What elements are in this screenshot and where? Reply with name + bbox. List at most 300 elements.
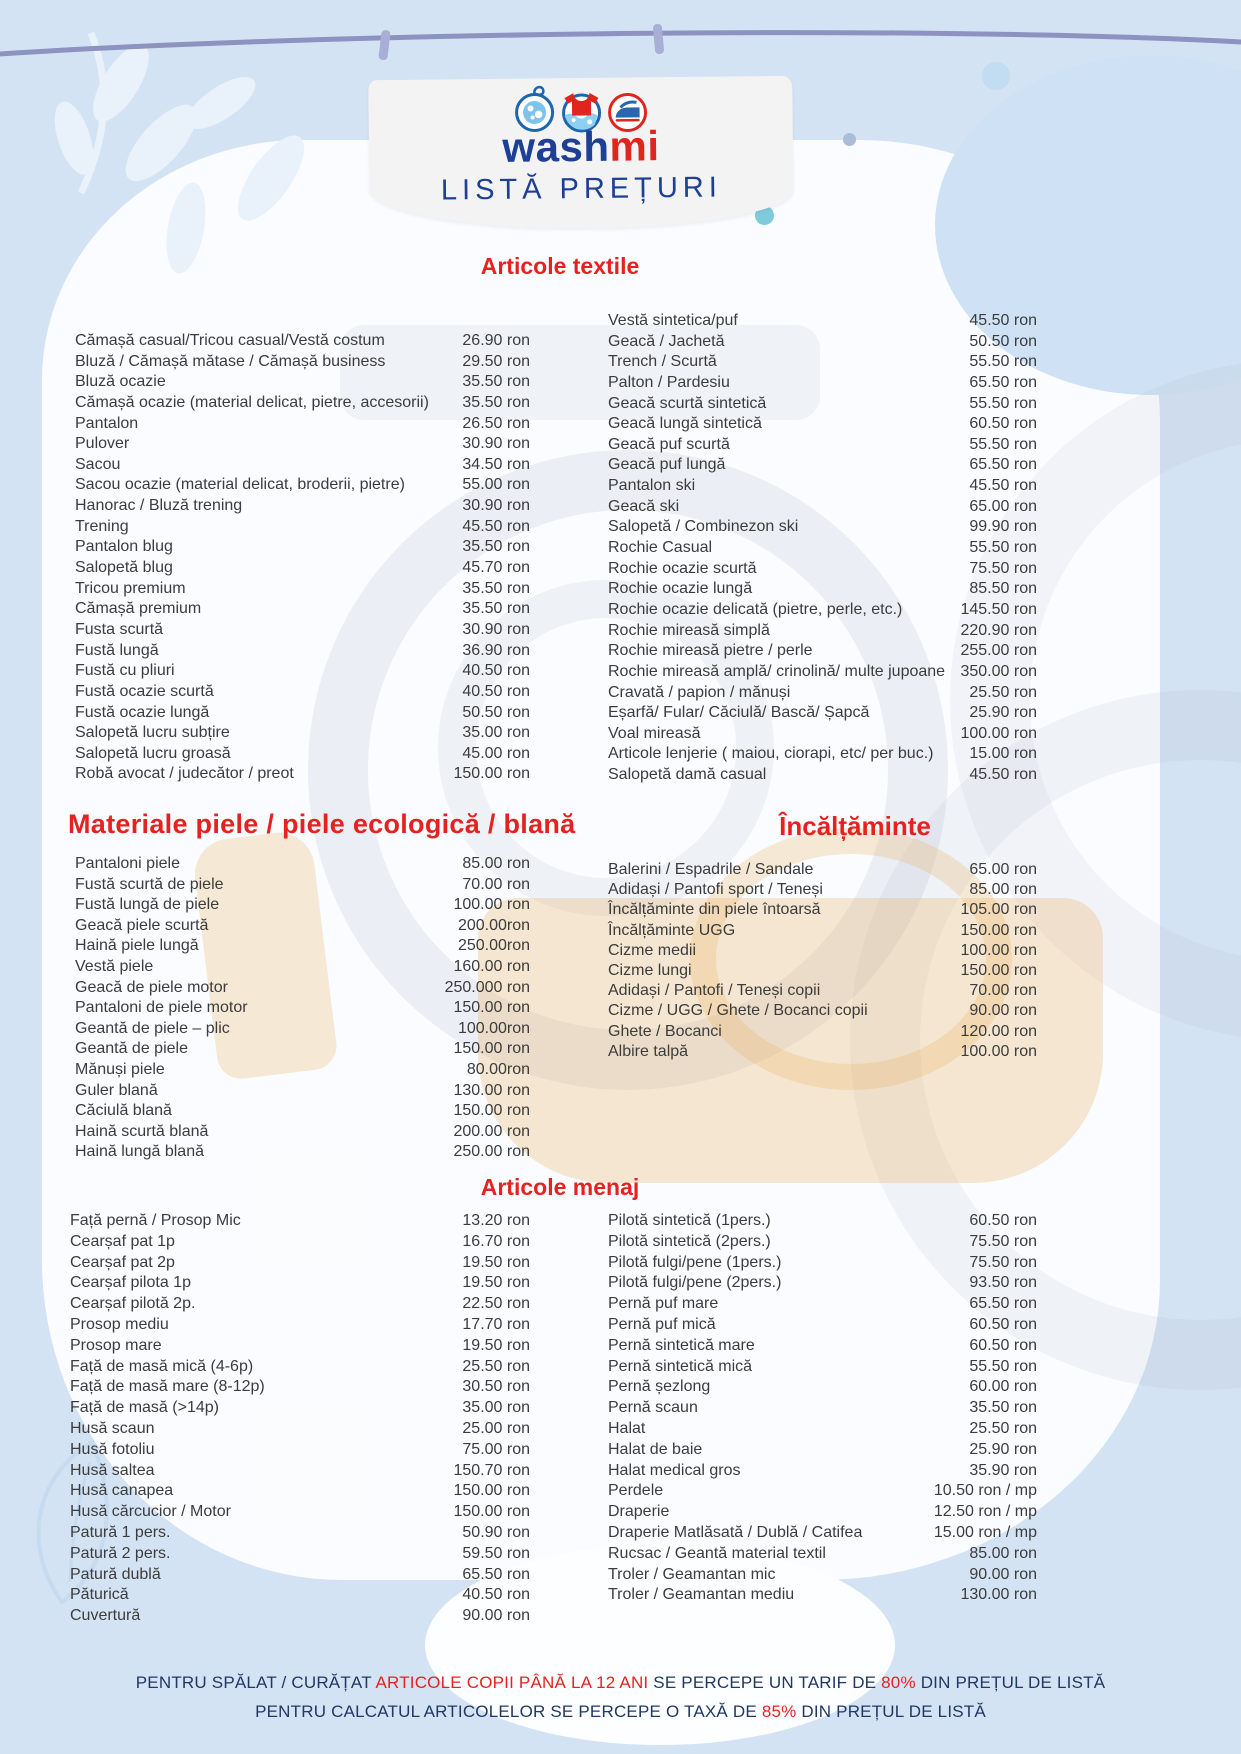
item-label: Față de masă (>14p) xyxy=(70,1399,219,1417)
item-price: 40.50 ron xyxy=(462,662,530,680)
item-price: 35.90 ron xyxy=(969,1461,1037,1479)
item-label: Haină lungă blană xyxy=(75,1143,204,1161)
price-row xyxy=(608,1315,1037,1336)
piele-list xyxy=(75,854,530,1163)
price-row xyxy=(70,1419,530,1440)
item-label: Fustă scurtă de piele xyxy=(75,875,224,893)
item-price: 45.00 ron xyxy=(462,744,530,762)
price-row xyxy=(608,476,1037,497)
item-price: 55.50 ron xyxy=(969,394,1037,412)
item-price: 100.00 ron xyxy=(960,724,1037,742)
item-price: 100.00 ron xyxy=(960,1042,1037,1060)
price-row xyxy=(70,1440,530,1461)
item-label: Cearșaf pat 1p xyxy=(70,1232,175,1250)
item-label: Pantalon blug xyxy=(75,538,173,556)
item-label: Pantalon ski xyxy=(608,477,696,495)
item-label: Prosop mediu xyxy=(70,1315,169,1333)
price-row xyxy=(70,1606,530,1627)
item-price: 350.00 ron xyxy=(960,662,1037,680)
price-row xyxy=(70,1357,530,1378)
item-price: 85.00 ron xyxy=(969,1544,1037,1562)
price-row xyxy=(75,352,530,373)
price-row xyxy=(608,1544,1037,1565)
item-label: Halat medical gros xyxy=(608,1461,741,1479)
item-label: Pilotă fulgi/pene (2pers.) xyxy=(608,1274,782,1292)
price-row xyxy=(75,854,530,875)
item-price: 19.50 ron xyxy=(462,1336,530,1354)
item-price: 105.00 ron xyxy=(960,901,1037,919)
item-label: Troler / Geamantan mic xyxy=(608,1565,776,1583)
item-label: Pernă sintetică mare xyxy=(608,1336,755,1354)
item-label: Încălțăminte UGG xyxy=(608,921,736,939)
price-row xyxy=(75,998,530,1019)
item-label: Husă canapea xyxy=(70,1482,174,1500)
item-price: 40.50 ron xyxy=(462,682,530,700)
item-price: 45.50 ron xyxy=(969,477,1037,495)
item-label: Husă cărcucior / Motor xyxy=(70,1503,231,1521)
item-price: 150.00 ron xyxy=(453,1102,530,1120)
price-row xyxy=(75,558,530,579)
footer-text: DIN PREȚUL DE LISTĂ xyxy=(796,1701,986,1721)
item-price: 16.70 ron xyxy=(462,1232,530,1250)
item-label: Cizme lungi xyxy=(608,961,692,979)
price-row xyxy=(608,941,1037,961)
item-label: Tricou premium xyxy=(75,579,186,597)
item-label: Draperie Matlăsată / Dublă / Catifea xyxy=(608,1523,863,1541)
price-row xyxy=(70,1294,530,1315)
price-row xyxy=(75,682,530,703)
item-price: 55.50 ron xyxy=(969,1357,1037,1375)
price-row xyxy=(608,1022,1037,1042)
item-label: Pernă scaun xyxy=(608,1399,698,1417)
price-row xyxy=(608,860,1037,880)
item-price: 85.00 ron xyxy=(969,881,1037,899)
item-price: 150.00 ron xyxy=(453,1503,530,1521)
item-price: 45.50 ron xyxy=(969,766,1037,784)
price-row xyxy=(608,1585,1037,1606)
item-price: 25.50 ron xyxy=(462,1357,530,1375)
item-label: Geacă ski xyxy=(608,497,680,515)
clothespin-icon xyxy=(378,30,391,61)
item-label: Patură dublă xyxy=(70,1565,161,1583)
price-row xyxy=(75,517,530,538)
item-label: Cămașă ocazie (material delicat, pietre, accesorii) xyxy=(75,393,429,411)
item-price: 60.50 ron xyxy=(969,1336,1037,1354)
price-row xyxy=(75,1081,530,1102)
item-price: 25.90 ron xyxy=(969,1440,1037,1458)
item-label: Bluză / Cămașă mătase / Cămașă business xyxy=(75,352,386,370)
item-label: Guler blană xyxy=(75,1081,158,1099)
section-title-menaj: Articole menaj xyxy=(480,1174,640,1200)
price-row xyxy=(75,496,530,517)
item-price: 35.00 ron xyxy=(462,724,530,742)
price-row xyxy=(70,1377,530,1398)
price-row xyxy=(70,1336,530,1357)
price-row xyxy=(608,600,1037,621)
item-price: 65.50 ron xyxy=(969,456,1037,474)
price-row xyxy=(608,765,1037,786)
footer-line-1 xyxy=(0,1669,1241,1698)
item-label: Pantaloni piele xyxy=(75,855,180,872)
item-label: Pilotă sintetică (1pers.) xyxy=(608,1212,771,1229)
price-row xyxy=(608,1336,1037,1357)
price-row xyxy=(75,579,530,600)
item-label: Rucsac / Geantă material textil xyxy=(608,1544,826,1562)
item-price: 10.50 ron / mp xyxy=(933,1482,1037,1500)
item-label: Geacă scurtă sintetică xyxy=(608,394,767,412)
price-row xyxy=(608,332,1037,353)
item-label: Salopetă / Combinezon ski xyxy=(608,518,799,536)
price-row xyxy=(75,936,530,957)
price-row xyxy=(608,900,1037,920)
price-row xyxy=(608,1502,1037,1523)
item-label: Robă avocat / judecător / preot xyxy=(75,765,294,783)
item-price: 75.00 ron xyxy=(462,1440,530,1458)
item-price: 25.50 ron xyxy=(969,1419,1037,1437)
item-price: 50.90 ron xyxy=(462,1523,530,1541)
price-row xyxy=(608,981,1037,1001)
price-row xyxy=(608,744,1037,765)
gray-dot-decoration xyxy=(843,133,856,146)
price-row xyxy=(608,1377,1037,1398)
item-label: Geacă / Jachetă xyxy=(608,332,725,350)
item-label: Patură 2 pers. xyxy=(70,1544,171,1562)
price-row xyxy=(75,641,530,662)
price-row xyxy=(608,1357,1037,1378)
item-label: Geacă piele scurtă xyxy=(75,916,209,934)
item-price: 50.50 ron xyxy=(969,332,1037,350)
price-row xyxy=(75,1142,530,1163)
price-row xyxy=(75,978,530,999)
price-row xyxy=(608,683,1037,704)
price-row xyxy=(75,331,530,352)
section-title-textile: Articole textile xyxy=(480,253,640,279)
item-label: Patură 1 pers. xyxy=(70,1523,171,1541)
item-label: Salopetă blug xyxy=(75,559,173,577)
price-row xyxy=(75,703,530,724)
price-row xyxy=(75,1019,530,1040)
item-price: 150.00 ron xyxy=(453,1482,530,1500)
price-row xyxy=(70,1461,530,1482)
price-row xyxy=(608,1211,1037,1232)
item-price: 100.00 ron xyxy=(960,941,1037,959)
item-label: Rochie mireasă simplă xyxy=(608,621,770,639)
price-row xyxy=(608,455,1037,476)
logo-wordmark xyxy=(369,122,793,171)
price-row xyxy=(70,1253,530,1274)
item-price: 25.50 ron xyxy=(969,683,1037,701)
item-price: 15.00 ron xyxy=(969,745,1037,763)
item-price: 35.50 ron xyxy=(462,538,530,556)
item-price: 145.50 ron xyxy=(960,600,1037,618)
item-label: Cuvertură xyxy=(70,1607,141,1625)
price-row xyxy=(608,880,1037,900)
price-row xyxy=(70,1585,530,1606)
item-label: Haină piele lungă xyxy=(75,937,199,955)
price-row xyxy=(608,961,1037,981)
item-label: Salopetă lucru subțire xyxy=(75,724,230,742)
item-price: 25.00 ron xyxy=(462,1419,530,1437)
price-row xyxy=(608,352,1037,373)
item-label: Rochie ocazie scurtă xyxy=(608,559,757,577)
price-row xyxy=(608,497,1037,518)
item-label: Fustă lungă xyxy=(75,641,159,659)
item-price: 30.90 ron xyxy=(462,435,530,453)
page-title: LISTĂ PREȚURI xyxy=(440,171,723,207)
price-row xyxy=(608,621,1037,642)
price-row xyxy=(608,1565,1037,1586)
item-price: 60.50 ron xyxy=(969,415,1037,433)
item-price: 12.50 ron / mp xyxy=(933,1503,1037,1521)
item-price: 29.50 ron xyxy=(462,352,530,370)
item-price: 30.90 ron xyxy=(462,620,530,638)
item-label: Haină scurtă blană xyxy=(75,1122,209,1140)
item-price: 150.00 ron xyxy=(960,961,1037,979)
item-label: Rochie mireasă pietre / perle xyxy=(608,642,813,660)
item-label: Salopetă lucru groasă xyxy=(75,744,231,762)
item-price: 26.50 ron xyxy=(462,414,530,432)
item-price: 59.50 ron xyxy=(462,1544,530,1562)
price-row xyxy=(608,538,1037,559)
footer-highlight: ARTICOLE COPII PÂNĂ LA 12 ANI xyxy=(375,1673,649,1692)
price-row xyxy=(608,579,1037,600)
price-row xyxy=(608,414,1037,435)
item-price: 75.50 ron xyxy=(969,1253,1037,1271)
item-price: 70.00 ron xyxy=(969,982,1037,1000)
item-label: Cearșaf pat 2p xyxy=(70,1253,175,1271)
item-label: Încălțăminte din piele întoarsă xyxy=(608,901,821,919)
item-label: Geacă puf scurtă xyxy=(608,435,730,453)
item-label: Balerini / Espadrile / Sandale xyxy=(608,861,814,878)
price-row xyxy=(75,393,530,414)
price-row xyxy=(70,1544,530,1565)
textile-left-list xyxy=(75,331,530,785)
item-label: Bluză ocazie xyxy=(75,373,166,391)
item-label: Pulover xyxy=(75,435,130,453)
price-row xyxy=(608,1481,1037,1502)
price-row xyxy=(608,1232,1037,1253)
price-row xyxy=(70,1211,530,1232)
price-row xyxy=(608,1273,1037,1294)
item-label: Rochie ocazie lungă xyxy=(608,580,753,598)
item-label: Salopetă damă casual xyxy=(608,766,767,784)
clothespin-icon xyxy=(653,24,665,55)
item-price: 15.00 ron / mp xyxy=(933,1523,1037,1541)
item-label: Husă saltea xyxy=(70,1461,155,1479)
item-label: Halat de baie xyxy=(608,1440,703,1458)
item-price: 150.00 ron xyxy=(960,921,1037,939)
price-row xyxy=(75,957,530,978)
item-price: 75.50 ron xyxy=(969,1232,1037,1250)
item-price: 35.50 ron xyxy=(462,393,530,411)
textile-right-list xyxy=(608,311,1037,786)
item-label: Ghete / Bocanci xyxy=(608,1022,722,1040)
price-row xyxy=(608,559,1037,580)
item-price: 200.00 ron xyxy=(453,1122,530,1140)
price-row xyxy=(608,1294,1037,1315)
item-price: 65.00 ron xyxy=(969,497,1037,515)
item-label: Eșarfă/ Fular/ Căciulă/ Bască/ Șapcă xyxy=(608,704,870,722)
item-label: Pantalon xyxy=(75,414,139,432)
item-label: Adidași / Pantofi / Teneși copii xyxy=(608,982,821,1000)
price-row xyxy=(608,1042,1037,1062)
price-row xyxy=(70,1523,530,1544)
item-price: 90.00 ron xyxy=(462,1607,530,1625)
item-price: 36.90 ron xyxy=(462,641,530,659)
item-price: 55.50 ron xyxy=(969,353,1037,371)
item-price: 65.00 ron xyxy=(969,861,1037,878)
item-label: Geantă de piele – plic xyxy=(75,1019,230,1037)
item-price: 130.00 ron xyxy=(453,1081,530,1099)
item-label: Față de masă mică (4-6p) xyxy=(70,1357,254,1375)
item-label: Vestă sintetica/puf xyxy=(608,312,738,329)
price-row xyxy=(75,875,530,896)
price-row xyxy=(75,475,530,496)
item-label: Fustă ocazie lungă xyxy=(75,703,210,721)
clothesline xyxy=(0,0,1241,80)
price-row xyxy=(70,1502,530,1523)
item-price: 19.50 ron xyxy=(462,1253,530,1271)
item-price: 100.00 ron xyxy=(453,896,530,914)
item-price: 220.90 ron xyxy=(960,621,1037,639)
price-row xyxy=(75,723,530,744)
price-row xyxy=(608,1440,1037,1461)
item-price: 35.50 ron xyxy=(462,579,530,597)
price-row xyxy=(70,1481,530,1502)
price-row xyxy=(608,1001,1037,1021)
item-price: 19.50 ron xyxy=(462,1274,530,1292)
price-row xyxy=(608,1398,1037,1419)
item-price: 250.000 ron xyxy=(444,978,530,996)
incaltaminte-list xyxy=(608,860,1037,1062)
item-price: 50.50 ron xyxy=(462,703,530,721)
price-row xyxy=(608,703,1037,724)
price-row xyxy=(608,724,1037,745)
item-label: Mănuși piele xyxy=(75,1060,165,1078)
price-row xyxy=(75,916,530,937)
item-price: 55.00 ron xyxy=(462,476,530,494)
item-price: 100.00ron xyxy=(457,1019,530,1037)
item-label: Fustă lungă de piele xyxy=(75,896,220,914)
footer-text: PENTRU CALCATUL ARTICOLELOR SE PERCEPE O TAXĂ DE xyxy=(255,1701,762,1721)
item-label: Trench / Scurtă xyxy=(608,353,717,371)
menaj-right-list xyxy=(608,1211,1037,1606)
item-label: Sacou ocazie (material delicat, broderii, pietre) xyxy=(75,476,405,494)
item-price: 65.50 ron xyxy=(462,1565,530,1583)
price-row xyxy=(608,1523,1037,1544)
item-price: 120.00 ron xyxy=(960,1022,1037,1040)
item-label: Pilotă fulgi/pene (1pers.) xyxy=(608,1253,782,1271)
item-price: 22.50 ron xyxy=(462,1295,530,1313)
item-price: 55.50 ron xyxy=(969,539,1037,557)
item-label: Fustă cu pliuri xyxy=(75,662,175,680)
price-row xyxy=(70,1398,530,1419)
item-price: 150.70 ron xyxy=(453,1461,530,1479)
item-label: Cămașă premium xyxy=(75,600,202,618)
price-row xyxy=(75,372,530,393)
item-price: 250.00ron xyxy=(457,937,530,955)
item-price: 85.50 ron xyxy=(969,580,1037,598)
item-label: Cizme / UGG / Ghete / Bocanci copii xyxy=(608,1002,868,1020)
item-price: 90.00 ron xyxy=(969,1565,1037,1583)
section-title-incaltaminte: Încălțăminte xyxy=(779,811,931,841)
item-label: Față de masă mare (8-12p) xyxy=(70,1378,265,1396)
item-price: 200.00ron xyxy=(457,916,530,934)
menaj-left-list xyxy=(70,1211,530,1627)
item-price: 93.50 ron xyxy=(969,1274,1037,1292)
item-label: Adidași / Pantofi sport / Teneși xyxy=(608,881,823,899)
item-label: Pernă puf mare xyxy=(608,1295,719,1313)
item-price: 60.00 ron xyxy=(969,1378,1037,1396)
item-label: Fustă ocazie scurtă xyxy=(75,682,214,700)
item-price: 45.50 ron xyxy=(462,517,530,535)
footer-note xyxy=(0,1669,1241,1726)
item-label: Vestă piele xyxy=(75,957,154,975)
price-row xyxy=(75,599,530,620)
price-row xyxy=(608,662,1037,683)
price-row xyxy=(75,537,530,558)
item-label: Albire talpă xyxy=(608,1042,689,1060)
item-label: Geacă puf lungă xyxy=(608,456,726,474)
item-label: Pernă șezlong xyxy=(608,1378,711,1396)
price-row xyxy=(75,414,530,435)
item-label: Trening xyxy=(75,517,129,535)
item-price: 30.50 ron xyxy=(462,1378,530,1396)
item-price: 17.70 ron xyxy=(462,1315,530,1333)
item-label: Cearșaf pilotă 2p. xyxy=(70,1295,196,1313)
item-label: Cămașă casual/Tricou casual/Vestă costum xyxy=(75,332,385,349)
price-row xyxy=(608,517,1037,538)
item-price: 160.00 ron xyxy=(453,957,530,975)
price-row xyxy=(75,620,530,641)
logo-mi: mi xyxy=(609,122,660,170)
logo-wash: wash xyxy=(502,122,610,171)
item-price: 25.90 ron xyxy=(969,704,1037,722)
item-label: Perdele xyxy=(608,1482,664,1500)
footer-text: PENTRU SPĂLAT / CURĂȚAT xyxy=(135,1673,376,1692)
price-row xyxy=(608,435,1037,456)
item-price: 34.50 ron xyxy=(462,455,530,473)
price-row xyxy=(75,1122,530,1143)
item-label: Cizme medii xyxy=(608,941,697,959)
item-label: Rochie mireasă amplă/ crinolină/ multe jupoane xyxy=(608,662,946,680)
item-label: Păturică xyxy=(70,1586,129,1604)
item-label: Pernă puf mică xyxy=(608,1315,716,1333)
item-price: 99.90 ron xyxy=(969,518,1037,536)
price-row xyxy=(75,1060,530,1081)
item-label: Troler / Geamantan mediu xyxy=(608,1586,795,1604)
price-row xyxy=(608,311,1037,332)
item-price: 130.00 ron xyxy=(960,1586,1037,1604)
price-row xyxy=(70,1232,530,1253)
item-price: 80.00ron xyxy=(466,1060,530,1078)
item-price: 60.50 ron xyxy=(969,1315,1037,1333)
item-label: Față pernă / Prosop Mic xyxy=(70,1212,241,1229)
price-row xyxy=(75,895,530,916)
item-price: 26.90 ron xyxy=(462,332,530,349)
item-price: 250.00 ron xyxy=(453,1143,530,1161)
item-label: Articole lenjerie ( maiou, ciorapi, etc/ per buc.) xyxy=(608,745,934,763)
item-label: Hanorac / Bluză trening xyxy=(75,497,243,515)
section-title-piele: Materiale piele / piele ecologică / blană xyxy=(68,809,576,839)
item-price: 35.50 ron xyxy=(969,1399,1037,1417)
item-label: Rochie Casual xyxy=(608,539,713,557)
item-price: 55.50 ron xyxy=(969,435,1037,453)
price-row xyxy=(608,641,1037,662)
item-price: 13.20 ron xyxy=(462,1212,530,1229)
item-price: 60.50 ron xyxy=(969,1212,1037,1229)
item-label: Pantaloni de piele motor xyxy=(75,999,248,1017)
